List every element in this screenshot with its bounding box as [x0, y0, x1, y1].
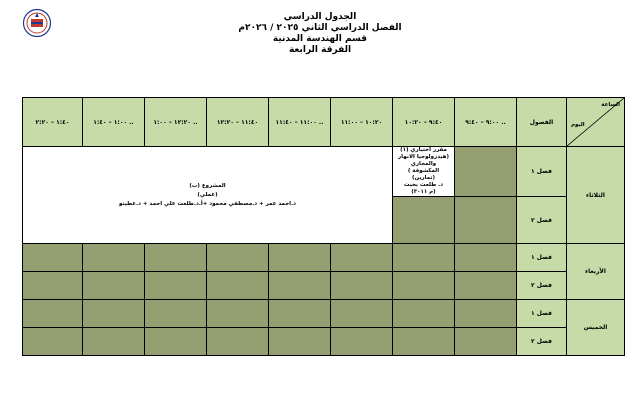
empty-slot [207, 244, 269, 272]
empty-slot [331, 244, 393, 272]
class-2-label: فصل ٢ [517, 197, 567, 244]
empty-slot [269, 328, 331, 356]
empty-slot [455, 300, 517, 328]
empty-slot [145, 328, 207, 356]
empty-slot [207, 328, 269, 356]
time-slot-5: ١١:٤٠ – ١٢:٢٠ [207, 98, 269, 147]
empty-slot [269, 244, 331, 272]
table-row [23, 300, 625, 328]
empty-slot [145, 244, 207, 272]
corner-cell [567, 98, 625, 147]
time-slot-8: ١:٤٠ – ٢:٢٠ [23, 98, 83, 147]
empty-slot [331, 300, 393, 328]
table-row [23, 272, 625, 300]
time-slot-7: ١:٠٠ – ١:٤٠ .. [83, 98, 145, 147]
empty-slot [393, 300, 455, 328]
empty-slot [331, 328, 393, 356]
time-slot-4: ١١:٠٠ – ١١:٤٠ .. [269, 98, 331, 147]
empty-slot [23, 272, 83, 300]
empty-slot [83, 244, 145, 272]
schedule-header [170, 12, 470, 56]
header-title: الجدول الدراسي [283, 12, 357, 22]
empty-slot [145, 300, 207, 328]
empty-slot [269, 300, 331, 328]
empty-slot [455, 244, 517, 272]
empty-slot [83, 300, 145, 328]
class-1-label: فصل ١ [517, 147, 567, 197]
header-year: الفرقة الرابعة [288, 45, 352, 55]
empty-slot [23, 244, 83, 272]
empty-slot [393, 197, 455, 244]
day-wednesday: الأربعاء [567, 244, 625, 300]
university-seal-icon [22, 8, 52, 38]
day-tuesday: الثلاثاء [567, 147, 625, 244]
schedule-table [22, 97, 625, 356]
class-2-label: فصل ٢ [517, 272, 567, 300]
class-1-label: فصل ١ [517, 300, 567, 328]
project-instructors: د.احمد عمر + د.مصطفي محمود +أ.د.طلعت علي احمد + د.عطيتو [119, 200, 296, 207]
table-row [23, 244, 625, 272]
time-slot-6: ١٢:٢٠ – ١:٠٠ .. [145, 98, 207, 147]
day-thursday: الخميس [567, 300, 625, 356]
empty-slot [455, 272, 517, 300]
lecture-cell: مقرر اختياري (١) (هيدرولوجيا الانهار والمجاري المكشوفة ) (تمارين) د. طلعت بخيت (م ٣٠١١) [393, 147, 455, 197]
header-row [23, 98, 625, 147]
time-slot-2: ٩:٤٠ – ١٠:٢٠ [393, 98, 455, 147]
empty-slot [207, 272, 269, 300]
empty-slot [23, 328, 83, 356]
empty-slot [393, 244, 455, 272]
empty-slot [83, 328, 145, 356]
time-slot-3: ١٠:٢٠ – ١١:٠٠ [331, 98, 393, 147]
classes-header: الفصول [517, 98, 567, 147]
empty-slot [83, 272, 145, 300]
corner-hour-label: الساعة [601, 102, 620, 108]
empty-slot [207, 300, 269, 328]
header-semester: الفصل الدراسي الثاني ٢٠٢٥ / ٢٠٢٦م [238, 23, 402, 33]
project-type: (عملي) [197, 191, 218, 198]
empty-slot [455, 197, 517, 244]
empty-slot [393, 272, 455, 300]
corner-day-label: اليوم [571, 122, 585, 128]
class-1-label: فصل ١ [517, 244, 567, 272]
empty-slot [269, 272, 331, 300]
header-department: قسم الهندسة المدنية [272, 34, 368, 44]
empty-slot [23, 300, 83, 328]
project-title: المشروع (ب) [189, 182, 226, 189]
table-row [23, 147, 625, 197]
empty-slot [393, 328, 455, 356]
project-cell [23, 147, 393, 244]
empty-slot [331, 272, 393, 300]
empty-slot [455, 328, 517, 356]
empty-slot [455, 147, 517, 197]
class-2-label: فصل ٢ [517, 328, 567, 356]
table-row [23, 328, 625, 356]
empty-slot [145, 272, 207, 300]
time-slot-1: ٩:٠٠ – ٩:٤٠ .. [455, 98, 517, 147]
